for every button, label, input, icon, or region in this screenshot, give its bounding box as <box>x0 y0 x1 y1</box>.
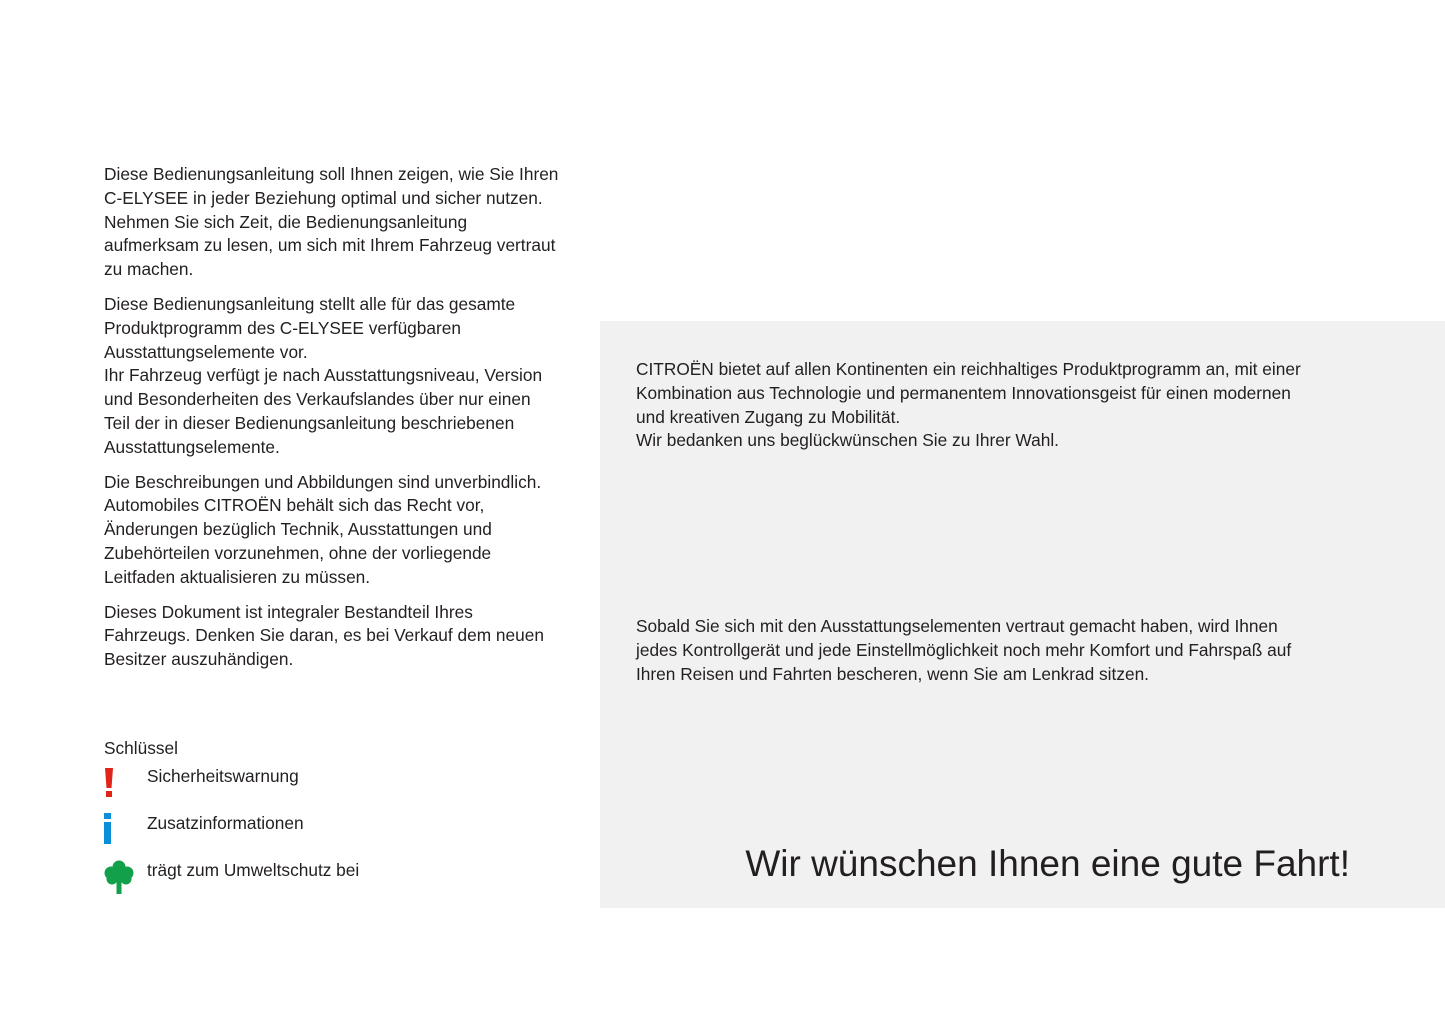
welcome-panel <box>600 321 1445 908</box>
welcome-paragraph: CITROËN bietet auf allen Kontinenten ein reichhaltiges Produktprogramm an, mit einer Kombination aus Technologie und permanentem Innovationsgeist für einen modernen und kreativen Zugang zu Mobilität. Wir bedanken uns beglückwünschen Sie zu Ihrer Wahl. <box>636 359 1301 451</box>
intro-column <box>104 163 579 683</box>
legend-item-info <box>104 807 504 854</box>
tree-icon <box>104 860 136 894</box>
legend-label: Sicherheitswarnung <box>147 766 299 786</box>
legend-label: Zusatzinformationen <box>147 813 304 833</box>
legend-item-warning <box>104 760 504 807</box>
legend-label: trägt zum Umweltschutz bei <box>147 860 360 880</box>
legend-item-environment <box>104 854 504 901</box>
intro-paragraph: Diese Bedienungsanleitung soll Ihnen zeigen, wie Sie Ihren C-ELYSEE in jeder Beziehung optimal und sicher nutzen. Nehmen Sie sich Zeit, die Bedienungsanleitung aufmerksam zu lesen, um sich mit Ihrem Fahrzeug vertraut zu machen. <box>104 164 559 280</box>
closing-greeting: Wir wünschen Ihnen eine gute Fahrt! <box>745 843 1350 884</box>
legend <box>104 736 504 901</box>
intro-paragraph: Diese Bedienungsanleitung stellt alle für das gesamte Produktprogramm des C-ELYSEE verfügbaren Ausstattungselemente vor. Ihr Fahrzeug verfügt je nach Ausstattungsniveau, Version und Besonderheiten des Verkaufslandes über nur einen Teil der in dieser Bedienungsanleitung beschriebenen Ausstattungselemente. <box>104 293 543 457</box>
info-icon <box>104 813 136 847</box>
legend-title: Schlüssel <box>104 738 178 758</box>
exclamation-icon <box>104 766 136 800</box>
intro-paragraph: Dieses Dokument ist integraler Bestandteil Ihres Fahrzeugs. Denken Sie daran, es bei Verkauf dem neuen Besitzer auszuhändigen. <box>104 601 544 670</box>
intro-paragraph: Die Beschreibungen und Abbildungen sind unverbindlich. Automobiles CITROËN behält sich das Recht vor, Änderungen bezüglich Technik, Ausstattungen und Zubehörteilen vorzunehmen, ohne der vorliegende Leitfaden aktualisieren zu müssen. <box>104 471 542 587</box>
comfort-paragraph: Sobald Sie sich mit den Ausstattungselementen vertraut gemacht haben, wird Ihnen jedes Kontrollgerät und jede Einstellmöglichkeit noch mehr Komfort und Fahrspaß auf Ihren Reisen und Fahrten bescheren, wenn Sie am Lenkrad sitzen. <box>636 616 1292 684</box>
